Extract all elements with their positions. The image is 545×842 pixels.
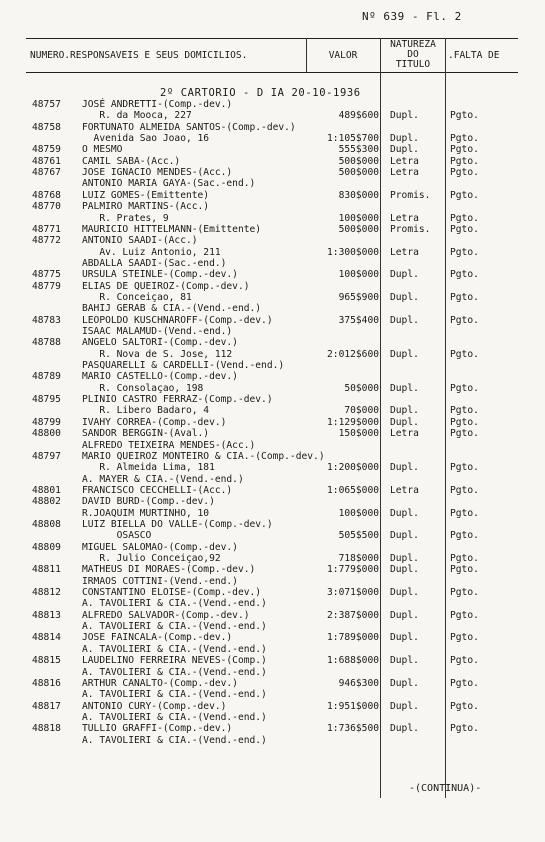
record-title-type: Promis. — [390, 223, 431, 235]
record-number: 48767 — [32, 167, 61, 179]
record-row — [0, 235, 545, 246]
record-fault: Pgto. — [450, 348, 479, 360]
record-row — [0, 258, 545, 269]
record-value: 1:300$000 — [327, 246, 379, 258]
record-number: 48770 — [32, 201, 61, 213]
record-number: 48789 — [32, 371, 61, 383]
record-row — [0, 564, 545, 575]
record-value: 505$500 — [338, 530, 379, 542]
record-value: 1:200$000 — [327, 462, 379, 474]
record-value: 965$900 — [338, 291, 379, 303]
record-row — [0, 349, 545, 360]
record-party: A. MAYER & CIA.-(Vend.-end.) — [82, 473, 244, 485]
record-party: A. TAVOLIERI & CIA.-(Vend.-end.) — [82, 666, 267, 678]
record-number: 48815 — [32, 655, 61, 667]
record-party: R. Libero Badaro, 4 — [82, 405, 210, 417]
record-party: R. Nova de S. Jose, 112 — [82, 348, 233, 360]
record-row — [0, 576, 545, 587]
record-fault: Pgto. — [450, 405, 479, 417]
record-title-type: Dupl. — [390, 405, 419, 417]
page-number: Nº 639 - Fl. 2 — [362, 10, 462, 23]
record-value: 1:105$700 — [327, 133, 379, 145]
record-party: MATHEUS DI MORAES-(Comp.-dev.) — [82, 564, 256, 576]
record-fault: Pgto. — [450, 223, 479, 235]
record-value: 3:071$000 — [327, 587, 379, 599]
record-row — [0, 701, 545, 712]
record-row — [0, 440, 545, 451]
registry-date-heading: 2º CARTORIO - D IA 20-10-1936 — [160, 87, 361, 99]
record-title-type: Dupl. — [390, 564, 419, 576]
record-party: A. TAVOLIERI & CIA.-(Vend.-end.) — [82, 643, 267, 655]
record-party: Avenida Sao Joao, 16 — [82, 133, 210, 145]
record-party: OSASCO — [82, 530, 152, 542]
record-row — [0, 224, 545, 235]
record-title-type: Letra — [390, 155, 419, 167]
record-row — [0, 292, 545, 303]
record-number: 48757 — [32, 99, 61, 110]
record-number: 48800 — [32, 428, 61, 440]
record-title-type: Dupl. — [390, 382, 419, 394]
header-nature-col — [382, 40, 444, 70]
record-row — [0, 474, 545, 485]
record-party: R. da Mooca, 227 — [82, 110, 192, 122]
record-row — [0, 587, 545, 598]
record-fault: Pgto. — [450, 655, 479, 667]
record-fault: Pgto. — [450, 428, 479, 440]
record-row — [0, 281, 545, 292]
record-row — [0, 621, 545, 632]
record-number: 48759 — [32, 144, 61, 156]
record-row — [0, 723, 545, 734]
record-row — [0, 598, 545, 609]
record-value: 489$600 — [338, 110, 379, 122]
record-row — [0, 122, 545, 133]
record-title-type: Letra — [390, 428, 419, 440]
record-party: Av. Luiz Antonio, 211 — [82, 246, 221, 258]
record-party: JOSÉ ANDRETTI-(Comp.-dev.) — [82, 99, 233, 110]
record-party: JOSE IGNACIO MENDES-(Acc.) — [82, 167, 233, 179]
record-fault: Pgto. — [450, 553, 479, 564]
record-fault: Pgto. — [450, 212, 479, 224]
record-party: LUIZ GOMES-(Emittente) — [82, 189, 210, 201]
record-number: 48761 — [32, 155, 61, 167]
record-party: FORTUNATO ALMEIDA SANTOS-(Comp.-dev.) — [82, 121, 296, 133]
record-value: 375$400 — [338, 314, 379, 326]
record-row — [0, 417, 545, 428]
record-fault: Pgto. — [450, 167, 479, 179]
record-row — [0, 360, 545, 371]
record-number: 48812 — [32, 587, 61, 599]
record-title-type: Dupl. — [390, 609, 419, 621]
record-value: 2:012$600 — [327, 348, 379, 360]
record-value: 1:951$000 — [327, 700, 379, 712]
record-party: LUIZ BIELLA DO VALLE-(Comp.-dev.) — [82, 518, 273, 530]
record-party: R. Prates, 9 — [82, 212, 169, 224]
record-row — [0, 405, 545, 416]
record-row — [0, 496, 545, 507]
record-title-type: Dupl. — [390, 677, 419, 689]
continuation-note: -(CONTINUA)- — [409, 783, 482, 794]
record-title-type: Dupl. — [390, 314, 419, 326]
header-nature-line-1: NATUREZA — [390, 39, 436, 50]
record-fault: Pgto. — [450, 110, 479, 122]
record-row — [0, 190, 545, 201]
record-row — [0, 610, 545, 621]
header-name-col: NUMERO.RESPONSAVEIS E SEUS DOMICILIOS. — [30, 50, 248, 61]
record-number: 48817 — [32, 700, 61, 712]
record-title-type: Letra — [390, 212, 419, 224]
record-title-type: Dupl. — [390, 462, 419, 474]
record-number: 48809 — [32, 541, 61, 553]
record-value: 946$300 — [338, 677, 379, 689]
record-party: LAUDELINO FERREIRA NEVES-(Comp.) — [82, 655, 267, 667]
header-nature-line-2: DO — [407, 49, 419, 60]
record-value: 50$000 — [344, 382, 379, 394]
record-value: 150$000 — [338, 428, 379, 440]
record-number: 48808 — [32, 518, 61, 530]
record-fault: Pgto. — [450, 507, 479, 519]
record-title-type: Dupl. — [390, 655, 419, 667]
record-party: PASQUARELLI & CARDELLI-(Vend.-end.) — [82, 360, 285, 372]
record-number: 48768 — [32, 189, 61, 201]
header-value-col: VALOR — [328, 50, 358, 61]
record-title-type: Dupl. — [390, 507, 419, 519]
record-party: IRMAOS COTTINI-(Vend.-end.) — [82, 575, 238, 587]
record-fault: Pgto. — [450, 530, 479, 542]
record-value: 70$000 — [344, 405, 379, 417]
record-number: 48811 — [32, 564, 61, 576]
record-party: PLINIO CASTRO FERRAZ-(Comp.-dev.) — [82, 394, 273, 406]
record-row — [0, 462, 545, 473]
record-fault: Pgto. — [450, 416, 479, 428]
record-value: 1:129$000 — [327, 416, 379, 428]
header-nature-line-3: TITULO — [395, 59, 431, 70]
record-fault: Pgto. — [450, 314, 479, 326]
record-party: IVAHY CORREA-(Comp.-dev.) — [82, 416, 227, 428]
record-number: 48771 — [32, 223, 61, 235]
record-value: 500$000 — [338, 223, 379, 235]
record-row — [0, 689, 545, 700]
record-party: O MESMO — [82, 144, 123, 156]
record-value: 1:736$500 — [327, 723, 379, 735]
record-title-type: Dupl. — [390, 133, 419, 145]
record-number: 48772 — [32, 235, 61, 247]
record-fault: Pgto. — [450, 723, 479, 735]
record-party: CONSTANTINO ELOISE-(Comp.-dev.) — [82, 587, 262, 599]
record-row — [0, 530, 545, 541]
record-number: 48802 — [32, 496, 61, 508]
record-title-type: Dupl. — [390, 144, 419, 156]
record-row — [0, 315, 545, 326]
record-row — [0, 383, 545, 394]
record-party: BAHIJ GERAB & CIA.-(Vend.-end.) — [82, 303, 262, 315]
record-party: A. TAVOLIERI & CIA.-(Vend.-end.) — [82, 689, 267, 701]
record-title-type: Letra — [390, 484, 419, 496]
record-row — [0, 99, 545, 110]
record-value: 500$000 — [338, 155, 379, 167]
record-row — [0, 632, 545, 643]
record-party: ISAAC MALAMUD-(Vend.-end.) — [82, 326, 233, 337]
record-party: MARIO QUEIROZ MONTEIRO & CIA.-(Comp.-dev.) — [82, 450, 325, 462]
record-title-type: Dupl. — [390, 110, 419, 122]
record-number: 48814 — [32, 632, 61, 644]
record-title-type: Dupl. — [390, 530, 419, 542]
record-fault: Pgto. — [450, 609, 479, 621]
record-value: 555$300 — [338, 144, 379, 156]
record-party: A. TAVOLIERI & CIA.-(Vend.-end.) — [82, 598, 267, 610]
record-fault: Pgto. — [450, 462, 479, 474]
record-value: 100$000 — [338, 212, 379, 224]
record-party: FRANCISCO CECCHELLI-(Acc.) — [82, 484, 233, 496]
record-party: LEOPOLDO KUSCHNAROFF-(Comp.-dev.) — [82, 314, 273, 326]
record-party: ARTHUR CANALTO-(Comp.-dev.) — [82, 677, 238, 689]
record-value: 500$000 — [338, 167, 379, 179]
record-title-type: Dupl. — [390, 269, 419, 281]
record-row — [0, 371, 545, 382]
record-party: ALFREDO TEIXEIRA MENDES-(Acc.) — [82, 439, 256, 451]
record-title-type: Dupl. — [390, 700, 419, 712]
record-row — [0, 485, 545, 496]
record-party: R. Julio Conceiçao,92 — [82, 553, 221, 564]
record-row — [0, 667, 545, 678]
record-row — [0, 644, 545, 655]
record-party: CAMIL SABA-(Acc.) — [82, 155, 181, 167]
record-value: 1:789$000 — [327, 632, 379, 644]
record-party: MAURICIO HITTELMANN-(Emittente) — [82, 223, 262, 235]
record-party: SANDOR BERGGIN-(Aval.) — [82, 428, 210, 440]
record-party: ELIAS DE QUEIROZ-(Comp.-dev.) — [82, 280, 250, 292]
record-value: 100$000 — [338, 269, 379, 281]
record-party: JOSE FAINCALA-(Comp.-dev.) — [82, 632, 233, 644]
record-row — [0, 156, 545, 167]
record-row — [0, 394, 545, 405]
record-row — [0, 519, 545, 530]
record-party: ALFREDO SALVADOR-(Comp.-dev.) — [82, 609, 250, 621]
record-title-type: Letra — [390, 246, 419, 258]
record-party: R. Almeida Lima, 181 — [82, 462, 215, 474]
record-party: URSULA STEINLE-(Comp.-dev.) — [82, 269, 238, 281]
header-fault-col: .FALTA DE — [448, 50, 500, 61]
record-party: A. TAVOLIERI & CIA.-(Vend.-end.) — [82, 711, 267, 723]
record-fault: Pgto. — [450, 144, 479, 156]
record-value: 1:065$000 — [327, 484, 379, 496]
record-number: 48816 — [32, 677, 61, 689]
record-party: A. TAVOLIERI & CIA.-(Vend.-end.) — [82, 734, 267, 746]
record-row — [0, 508, 545, 519]
record-fault: Pgto. — [450, 677, 479, 689]
record-row — [0, 451, 545, 462]
record-number: 48813 — [32, 609, 61, 621]
record-party: R. Conceiçao, 81 — [82, 291, 192, 303]
record-number: 48775 — [32, 269, 61, 281]
record-fault: Pgto. — [450, 700, 479, 712]
record-fault: Pgto. — [450, 291, 479, 303]
record-party: R.JOAQUIM MURTINHO, 10 — [82, 507, 210, 519]
record-fault: Pgto. — [450, 382, 479, 394]
record-party: R. Consolaçao, 198 — [82, 382, 204, 394]
record-fault: Pgto. — [450, 155, 479, 167]
record-party: MIGUEL SALOMAO-(Comp.-dev.) — [82, 541, 238, 553]
record-title-type: Dupl. — [390, 587, 419, 599]
record-row — [0, 110, 545, 121]
record-row — [0, 337, 545, 348]
record-party: PALMIRO MARTINS-(Acc.) — [82, 201, 210, 213]
record-party: DAVID BURD-(Comp.-dev.) — [82, 496, 215, 508]
record-title-type: Dupl. — [390, 416, 419, 428]
header-divider — [306, 38, 307, 72]
record-party: ANTONIO CURY-(Comp.-dev.) — [82, 700, 227, 712]
record-number: 48783 — [32, 314, 61, 326]
record-value: 830$000 — [338, 189, 379, 201]
record-row — [0, 133, 545, 144]
record-title-type: Dupl. — [390, 291, 419, 303]
record-row — [0, 269, 545, 280]
record-row — [0, 735, 545, 746]
record-fault: Pgto. — [450, 133, 479, 145]
record-row — [0, 303, 545, 314]
record-party: ANGELO SALTORI-(Comp.-dev.) — [82, 337, 238, 349]
record-row — [0, 247, 545, 258]
record-number: 48795 — [32, 394, 61, 406]
record-row — [0, 201, 545, 212]
record-number: 48818 — [32, 723, 61, 735]
record-fault: Pgto. — [450, 269, 479, 281]
record-row — [0, 542, 545, 553]
record-row — [0, 712, 545, 723]
record-row — [0, 428, 545, 439]
record-title-type: Dupl. — [390, 348, 419, 360]
record-row — [0, 144, 545, 155]
record-row — [0, 178, 545, 189]
record-title-type: Promis. — [390, 189, 431, 201]
record-row — [0, 167, 545, 178]
record-value: 100$000 — [338, 507, 379, 519]
record-number: 48758 — [32, 121, 61, 133]
record-fault: Pgto. — [450, 246, 479, 258]
record-number: 48799 — [32, 416, 61, 428]
record-number: 48797 — [32, 450, 61, 462]
record-row — [0, 326, 545, 337]
record-title-type: Dupl. — [390, 723, 419, 735]
record-row — [0, 655, 545, 666]
record-party: ABDALLA SAADI-(Sac.-end.) — [82, 257, 227, 269]
record-party: TULLIO GRAFFI-(Comp.-dev.) — [82, 723, 233, 735]
record-row — [0, 553, 545, 564]
record-party: A. TAVOLIERI & CIA.-(Vend.-end.) — [82, 621, 267, 633]
record-number: 48801 — [32, 484, 61, 496]
record-value: 718$000 — [338, 553, 379, 564]
record-title-type: Dupl. — [390, 553, 419, 564]
record-party: ANTONIO SAADI-(Acc.) — [82, 235, 198, 247]
record-row — [0, 678, 545, 689]
record-title-type: Dupl. — [390, 632, 419, 644]
record-value: 1:688$000 — [327, 655, 379, 667]
record-fault: Pgto. — [450, 587, 479, 599]
record-fault: Pgto. — [450, 632, 479, 644]
record-fault: Pgto. — [450, 484, 479, 496]
record-value: 1:779$000 — [327, 564, 379, 576]
record-fault: Pgto. — [450, 189, 479, 201]
record-party: MARIO CASTELLO-(Comp.-dev.) — [82, 371, 238, 383]
record-party: ANTONIO MARIA GAYA-(Sac.-end.) — [82, 178, 256, 190]
record-fault: Pgto. — [450, 564, 479, 576]
record-row — [0, 213, 545, 224]
record-value: 2:387$000 — [327, 609, 379, 621]
record-number: 48779 — [32, 280, 61, 292]
record-number: 48788 — [32, 337, 61, 349]
record-title-type: Letra — [390, 167, 419, 179]
